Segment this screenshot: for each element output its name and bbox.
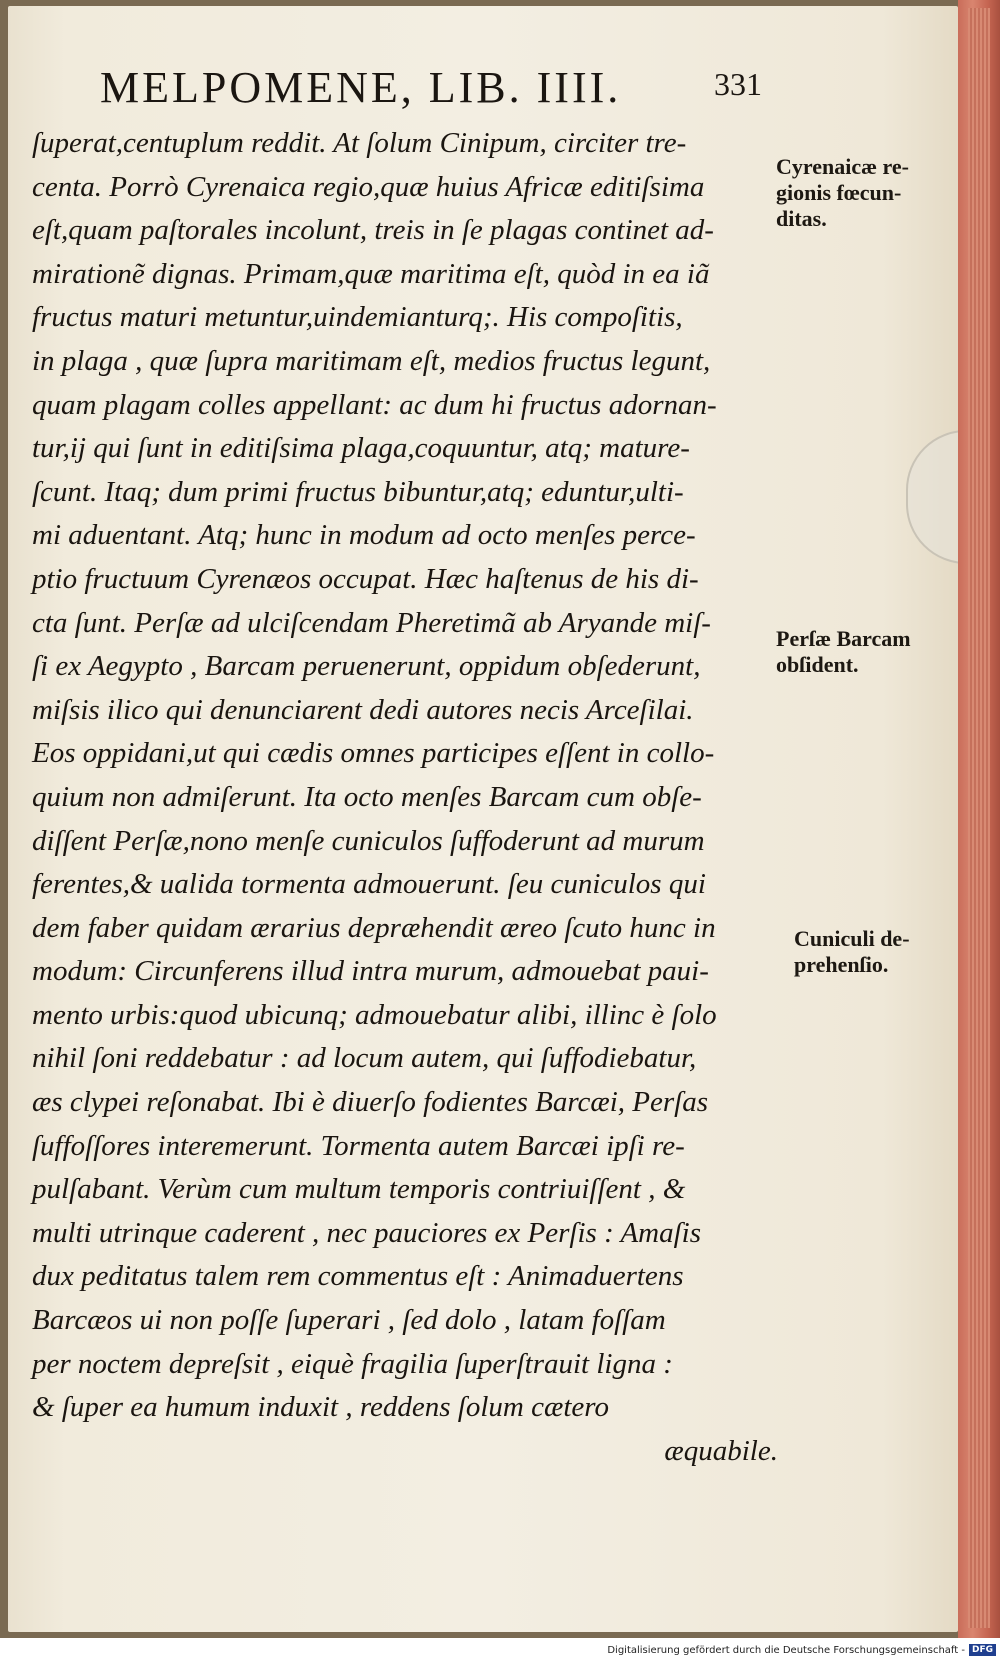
margin-note-line: prehenſio. (794, 952, 889, 977)
text-line: dem faber quidam ærarius depræhendit æreo ſcuto hunc in (32, 911, 716, 944)
text-line: ptio fructuum Cyrenæos occupat. Hæc haſtenus de his di- (32, 562, 699, 595)
text-line: in plaga , quæ ſupra maritimam eſt, medios fructus legunt, (32, 344, 711, 377)
text-line-last: æquabile. (664, 1434, 778, 1467)
margin-note-line: obſident. (776, 652, 859, 677)
page-edge-stack (968, 8, 990, 1628)
text-line: quium non admiſerunt. Ita octo menſes Barcam cum obſe- (32, 780, 702, 813)
text-line: miſsis ilico qui denunciarent dedi autores necis Arceſilai. (32, 693, 694, 726)
text-line: fructus maturi metuntur,uindemianturq;. His compoſitis, (32, 301, 683, 334)
margin-note-line: Perſæ Barcam (776, 626, 911, 651)
text-line: pulſabant. Verùm cum multum temporis contriuiſſent , & (32, 1173, 686, 1206)
text-line: eſt,quam paſtorales incolunt, treis in ſe plagas continet ad- (32, 214, 714, 247)
text-line: mirationẽ dignas. Primam,quæ maritima eſt, quòd in ea iã (32, 257, 710, 290)
bookmark-clip (906, 430, 958, 564)
text-line: cta ſunt. Perſæ ad ulciſcendam Pheretimã ab Aryande miſ- (32, 606, 711, 639)
text-line: ſuperat,centuplum reddit. At ſolum Cinipum, circiter tre- (32, 127, 687, 159)
text-line: dux peditatus talem rem commentus eſt : Animaduertens (32, 1260, 684, 1293)
text-line: Barcæos ui non poſſe ſuperari , ſed dolo , latam foſſam (32, 1304, 666, 1337)
text-line: ferentes,& ualida tormenta admouerunt. ſeu cuniculos qui (32, 868, 706, 901)
text-line: quam plagam colles appellant: ac dum hi fructus adornan- (32, 388, 717, 421)
text-line: mi aduentant. Atq; hunc in modum ad octo menſes perce- (32, 519, 696, 552)
credit-text: Digitalisierung gefördert durch die Deutsche Forschungsgemeinschaft - (607, 1645, 965, 1656)
dfg-logo-icon: DFG (969, 1644, 996, 1656)
text-line: æs clypei reſonabat. Ibi è diuerſo fodientes Barcæi, Perſas (32, 1086, 709, 1119)
text-line: diſſent Perſæ,nono menſe cuniculos ſuffoderunt ad murum (32, 824, 705, 857)
text-line: ſuffoſſores interemerunt. Tormenta autem Barcæi ipſi re- (32, 1129, 685, 1162)
text-line: multi utrinque caderent , nec pauciores ex Perſis : Amaſis (32, 1216, 702, 1249)
margin-note-line: Cuniculi de- (794, 926, 910, 951)
running-head: MELPOMENE, LIB. IIII. (100, 63, 622, 112)
text-line: mento urbis:quod ubicunq; admouebatur alibi, illinc è ſolo (32, 998, 717, 1031)
text-line: centa. Porrò Cyrenaica regio,quæ huius Africæ editiſsima (32, 170, 705, 203)
text-line: ſi ex Aegypto , Barcam peruenerunt, oppidum obſederunt, (32, 650, 701, 683)
text-line: & ſuper ea humum induxit , reddens ſolum cætero (32, 1391, 609, 1424)
main-text-block (32, 122, 782, 1473)
margin-note-line: Cyrenaicæ re- (776, 154, 909, 179)
text-line: per noctem depreſsit , eiquè fragilia ſuperſtrauit ligna : (32, 1347, 673, 1380)
text-line: nihil ſoni reddebatur : ad locum autem, qui ſuffodiebatur, (32, 1042, 697, 1075)
page-number: 331 (714, 66, 762, 102)
page-header (94, 56, 794, 116)
text-line: tur,ij qui ſunt in editiſsima plaga,coquuntur, atq; mature- (32, 432, 690, 465)
text-line: ſcunt. Itaq; dum primi fructus bibuntur,atq; eduntur,ulti- (32, 475, 684, 508)
book-page (8, 6, 958, 1632)
text-line: Eos oppidani,ut qui cædis omnes participes eſſent in collo- (32, 737, 715, 770)
margin-note-line: gionis fœcun- (776, 180, 902, 205)
digitization-credit (600, 1644, 996, 1660)
text-line: modum: Circunferens illud intra murum, admouebat paui- (32, 955, 709, 988)
margin-note-line: ditas. (776, 206, 827, 231)
